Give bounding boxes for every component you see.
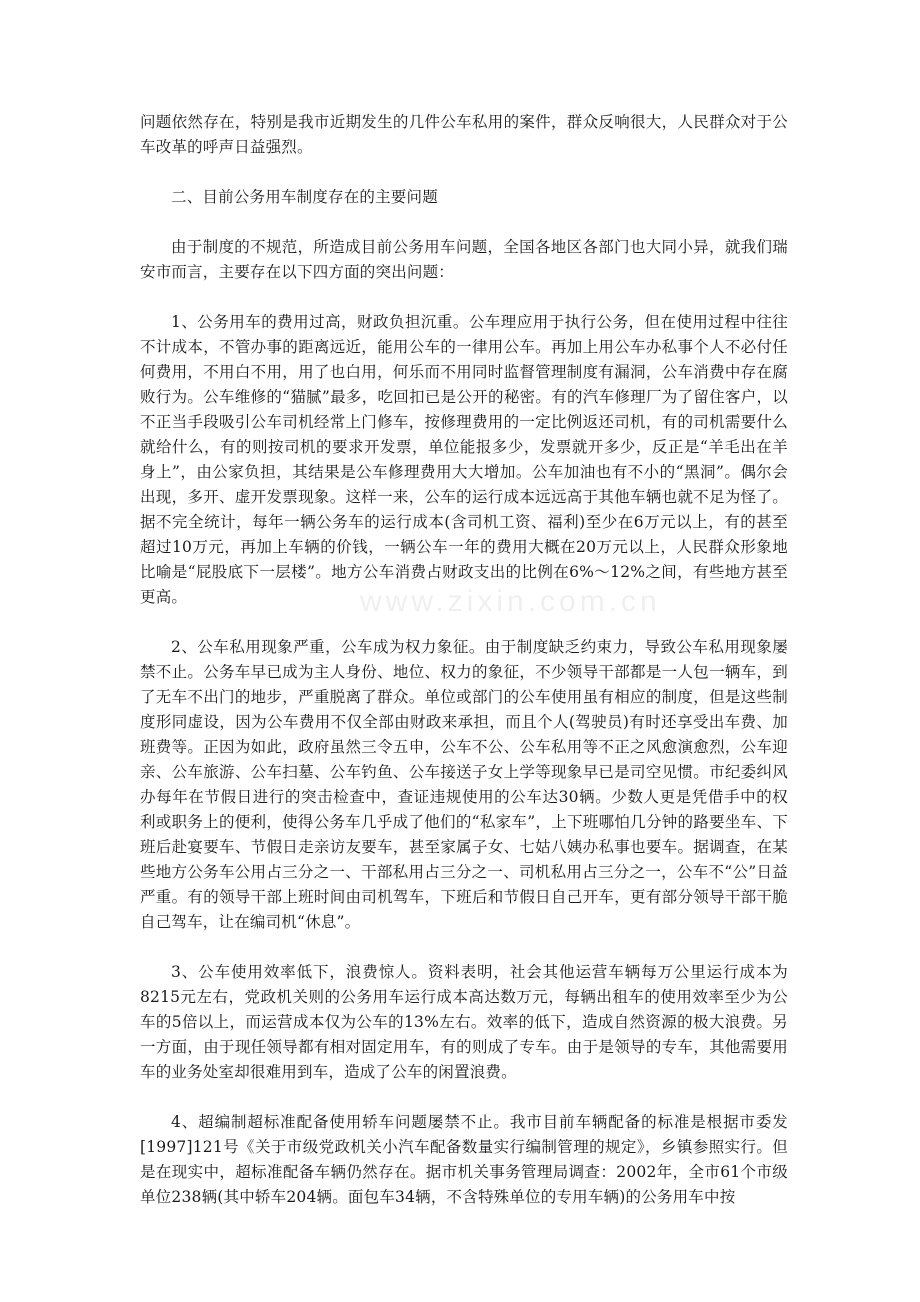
section-heading: 二、目前公务用车制度存在的主要问题 bbox=[171, 188, 438, 206]
paragraph-point-1: 1、公务用车的费用过高，财政负担沉重。公车理应用于执行公务，但在使用过程中往往不计成本，不管办事的距离远近，能用公车的一律用公车。再加上用公车办私事个人不必付任何费用，不用白不用，用了也白用，何乐而不用同时监督管理制度有漏洞，公车消费中存在腐败行为。公车维修的“猫腻”最多，吃回扣已是公开的秘密。有的汽车修理厂为了留住客户，以不正当手段吸引公车司机经常上门修车，按修理费用的一定比例返还司机，有的司机需要什么就给什么，有的则按司机的要求开发票，单位能报多少，发票就开多少，反正是“羊毛出在羊身上”，由公家负担，其结果是公车修理费用大大增加。公车加油也有不小的“黑洞”。偶尔会出现，多开、虚开发票现象。这样一来，公车的运行成本远远高于其他车辆也就不足为怪了。据不完全统计，每年一辆公务车的运行成本(含司机工资、福利)至少在6万元以上，有的甚至超过10万元，再加上车辆的价钱，一辆公车一年的费用大概在20万元以上，人民群众形象地比喻是“屁股底下一层楼”。地方公车消费占财政支出的比例在6%～12%之间，有些地方甚至更高。 bbox=[140, 313, 788, 606]
paragraph-intro: 由于制度的不规范，所造成目前公务用车问题，全国各地区各部门也大同小异，就我们瑞安市而言，主要存在以下四方面的突出问题： bbox=[140, 238, 788, 281]
paragraph-point-2: 2、公车私用现象严重，公车成为权力象征。由于制度缺乏约束力，导致公车私用现象屡禁不止。公务车早已成为主人身份、地位、权力的象征，不少领导干部都是一人包一辆车，到了无车不出门的地步，严重脱离了群众。单位或部门的公车使用虽有相应的制度，但是这些制度形同虚设，因为公车费用不仅全部由财政来承担，而且个人(驾驶员)有时还享受出车费、加班费等。正因为如此，政府虽然三令五申，公车不公、公车私用等不正之风愈演愈烈，公车迎亲、公车旅游、公车扫墓、公车钓鱼、公车接送子女上学等现象早已是司空见惯。市纪委纠风办每年在节假日进行的突击检查中，查证违规使用的公车达30辆。少数人更是凭借手中的权利或职务上的便利，使得公务车几乎成了他们的“私家车”，上下班哪怕几分钟的路要坐车、下班后赴宴要车、节假日走亲访友要车，甚至家属子女、七姑八姨办私事也要车。据调查，在某些地方公务车公用占三分之一、干部私用占三分之一、司机私用占三分之一，公车不“公”日益严重。有的领导干部上班时间由司机驾车，下班后和节假日自己开车，更有部分领导干部干脆自己驾车，让在编司机“休息”。 bbox=[140, 638, 788, 931]
paragraph-point-3: 3、公车使用效率低下，浪费惊人。资料表明，社会其他运营车辆每万公里运行成本为8215元左右，党政机关则的公务用车运行成本高达数万元，每辆出租车的使用效率至少为公车的5倍以上，而运营成本仅为公车的13%左右。效率的低下，造成自然资源的极大浪费。另一方面，由于现任领导都有相对固定用车，有的则成了专车。由于是领导的专车，其他需要用车的业务处室却很难用到车，造成了公车的闲置浪费。 bbox=[140, 963, 788, 1081]
paragraph-continuation: 问题依然存在，特别是我市近期发生的几件公车私用的案件，群众反响很大，人民群众对于公车改革的呼声日益强烈。 bbox=[140, 113, 788, 156]
watermark: www.zixin.com.cn bbox=[360, 585, 661, 618]
paragraph-point-4: 4、超编制超标准配备使用轿车问题屡禁不止。我市目前车辆配备的标准是根据市委发[1997]121号《关于市级党政机关小汽车配备数量实行编制管理的规定》，乡镇参照实行。但是在现实中，超标准配备车辆仍然存在。据市机关事务管理局调查：2002年，全市61个市级单位238辆(其中轿车204辆。面包车34辆，不含特殊单位的专用车辆)的公务用车中按 bbox=[140, 1113, 788, 1206]
document-body bbox=[140, 110, 788, 1235]
